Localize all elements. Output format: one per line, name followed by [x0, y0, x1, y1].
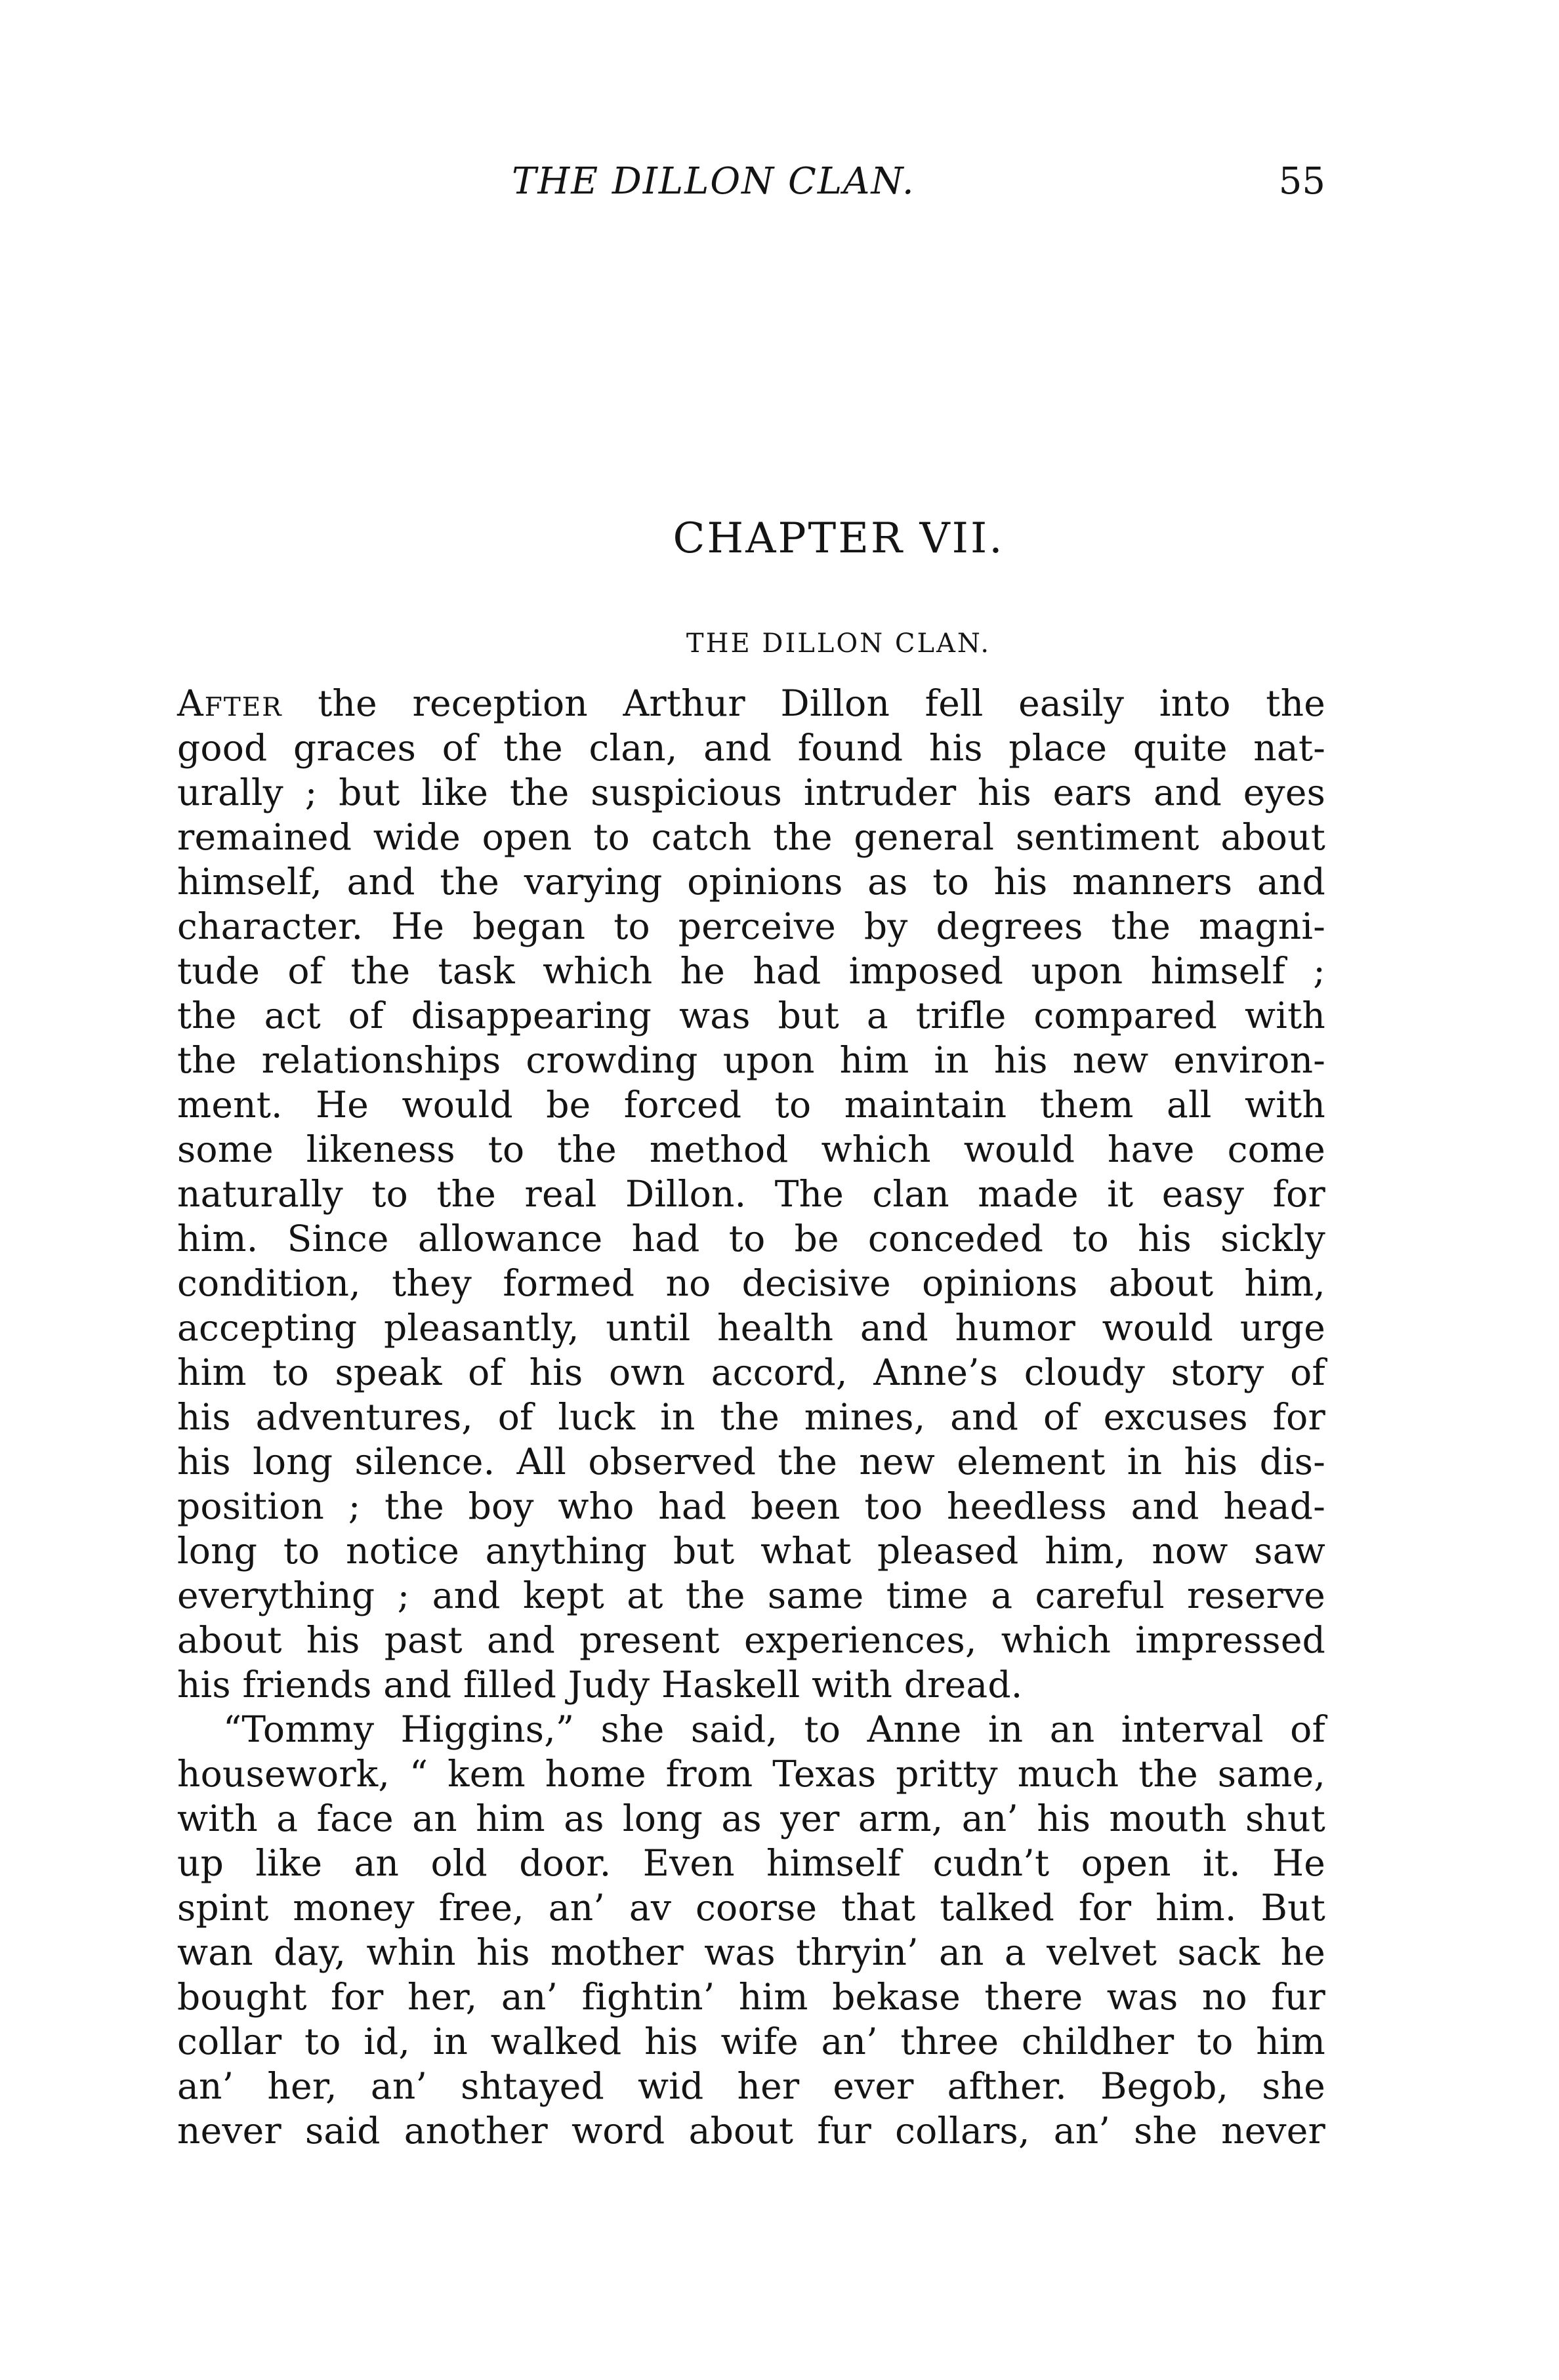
text-line-content: “Tommy Higgins,” she said, to Anne in an interval of	[223, 1708, 1325, 1750]
text-line	[177, 2019, 1325, 2064]
text-line-content: position ; the boy who had been too heedless and head-	[177, 1485, 1325, 1527]
text-line	[177, 1618, 1325, 1662]
drop-lead-word: After	[177, 682, 283, 724]
chapter-subtitle: THE DILLON CLAN.	[686, 628, 991, 659]
text-line	[177, 1796, 1325, 1841]
text-line-content: an’ her, an’ shtayed wid her ever afther. Begob, she	[177, 2065, 1325, 2107]
text-line-content: condition, they formed no decisive opinions about him,	[177, 1262, 1325, 1304]
chapter-heading: CHAPTER VII.	[673, 514, 1005, 563]
text-line	[177, 1529, 1325, 1573]
text-line-content: accepting pleasantly, until health and humor would urge	[177, 1307, 1325, 1349]
text-line	[177, 1127, 1325, 1172]
text-line-content: wan day, whin his mother was thryin’ an a velvet sack he	[177, 1931, 1325, 1973]
text-line	[177, 1305, 1325, 1350]
page-number: 55	[1278, 160, 1325, 203]
text-line	[177, 1662, 1325, 1707]
text-line-content: naturally to the real Dillon. The clan made it easy for	[177, 1173, 1325, 1215]
text-line	[177, 1216, 1325, 1261]
text-line	[177, 2108, 1325, 2153]
text-line	[177, 859, 1325, 904]
text-line-content: up like an old door. Even himself cudn’t open it. He	[177, 1842, 1325, 1884]
text-line	[177, 1707, 1325, 1752]
text-line-content: the relationships crowding upon him in his new environ-	[177, 1039, 1325, 1081]
text-line-content: with a face an him as long as yer arm, an’ his mouth shut	[177, 1797, 1325, 1839]
text-line	[177, 1038, 1325, 1082]
text-line-content: him to speak of his own accord, Anne’s cloudy story of	[177, 1351, 1325, 1393]
text-line-content: long to notice anything but what pleased him, now saw	[177, 1530, 1325, 1572]
text-line-content: housework, “ kem home from Texas pritty much the same,	[177, 1753, 1325, 1795]
text-line	[177, 993, 1325, 1038]
text-line-content: collar to id, in walked his wife an’ three childher to him	[177, 2021, 1325, 2062]
text-line-content: good graces of the clan, and found his place quite nat-	[177, 727, 1325, 769]
text-line	[177, 1350, 1325, 1395]
text-line-content: his adventures, of luck in the mines, and of excuses for	[177, 1396, 1325, 1438]
text-line-content: bought for her, an’ fightin’ him bekase there was no fur	[177, 1976, 1325, 2018]
text-line-content: the reception Arthur Dillon fell easily into the	[282, 682, 1325, 724]
text-line-content: ment. He would be forced to maintain them all with	[177, 1084, 1325, 1126]
text-line-content: remained wide open to catch the general sentiment about	[177, 816, 1325, 858]
text-line	[177, 1930, 1325, 1975]
text-line	[177, 1439, 1325, 1484]
text-line-content: some likeness to the method which would have come	[177, 1128, 1325, 1170]
text-line	[177, 1752, 1325, 1796]
text-line	[177, 949, 1325, 993]
text-line	[177, 2064, 1325, 2108]
text-line	[177, 1082, 1325, 1127]
body-text	[177, 681, 1325, 2153]
text-line	[177, 726, 1325, 770]
text-line-content: urally ; but like the suspicious intruder his ears and eyes	[177, 771, 1325, 813]
text-line-content: the act of disappearing was but a trifle compared with	[177, 995, 1325, 1036]
running-title: THE DILLON CLAN.	[512, 160, 915, 203]
running-head	[177, 152, 1325, 211]
text-line	[177, 1975, 1325, 2019]
text-line-content: everything ; and kept at the same time a careful reserve	[177, 1574, 1325, 1616]
text-line	[177, 815, 1325, 859]
text-line-content: character. He began to perceive by degrees the magni-	[177, 905, 1325, 947]
text-line	[177, 1395, 1325, 1439]
text-line	[177, 1885, 1325, 1930]
text-line	[177, 770, 1325, 815]
text-line	[177, 1841, 1325, 1885]
text-line-content: tude of the task which he had imposed upon himself ;	[177, 950, 1325, 992]
text-line	[177, 1573, 1325, 1618]
text-line-content: never said another word about fur collars, an’ she never	[177, 2110, 1325, 2152]
text-line-content: himself, and the varying opinions as to his manners and	[177, 861, 1325, 903]
text-line	[177, 681, 1325, 726]
text-line-content: his long silence. All observed the new element in his dis-	[177, 1441, 1325, 1483]
text-line-content: his friends and filled Judy Haskell with dread.	[177, 1664, 1023, 1706]
text-line	[177, 1172, 1325, 1216]
text-line	[177, 1484, 1325, 1529]
text-line-content: him. Since allowance had to be conceded to his sickly	[177, 1218, 1325, 1260]
text-line-content: about his past and present experiences, which impressed	[177, 1619, 1325, 1661]
text-line	[177, 904, 1325, 949]
text-line-content: spint money free, an’ av coorse that talked for him. But	[177, 1887, 1325, 1929]
text-line	[177, 1261, 1325, 1305]
